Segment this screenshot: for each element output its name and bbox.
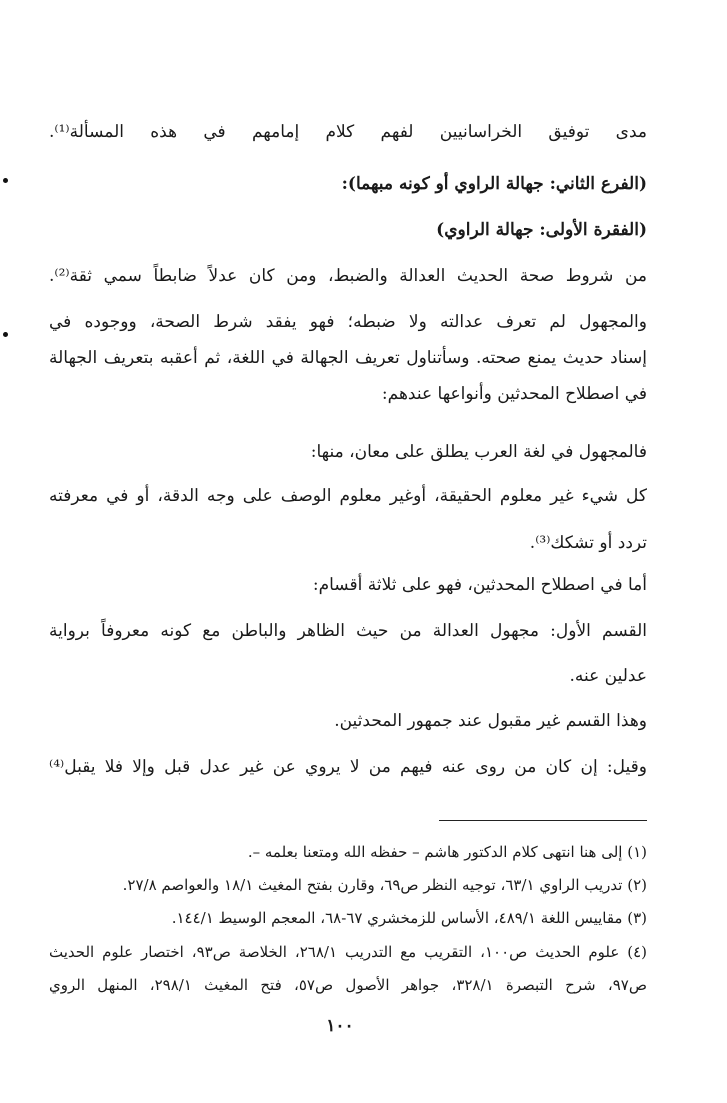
footnote: (٣) مقاييس اللغة ٤٨٩/١، الأساس للزمخشري ٦٧-٦٨، المعجم الوسيط ١٤٤/١. [171, 909, 647, 927]
footnote-separator [439, 820, 647, 821]
paragraph-line: أما في اصطلاح المحدثين، فهو على ثلاثة أقسام: [312, 575, 647, 595]
margin-mark [3, 332, 8, 337]
paragraph-line: القسم الأول: مجهول العدالة من حيث الظاهر والباطن مع كونه معروفاً برواية [49, 621, 647, 641]
paragraph-line: وقيل: إن كان من روى عنه فيهم من لا يروي عن غير عدل قبل وإلا فلا يقبل⁽⁴⁾ [49, 757, 647, 777]
paragraph-line: فالمجهول في لغة العرب يطلق على معان، منها: [310, 442, 647, 462]
paragraph-line: كل شيء غير معلوم الحقيقة، أوغير معلوم الوصف على وجه الدقة، أو في معرفته [49, 486, 647, 506]
paragraph-line: تردد أو تشكك⁽³⁾. [529, 533, 647, 553]
paragraph-line: من شروط صحة الحديث العدالة والضبط، ومن كان عدلاً ضابطاً سمي ثقة⁽²⁾. [49, 266, 647, 286]
footnote: (٤) علوم الحديث ص١٠٠، التقريب مع التدريب ٢٦٨/١، الخلاصة ص٩٣، اختصار علوم الحديث [49, 943, 647, 961]
footnote: ص٩٧، شرح التبصرة ٣٢٨/١، جواهر الأصول ص٥٧، فتح المغيث ٢٩٨/١، المنهل الروي [49, 976, 648, 994]
paragraph-line: عدلين عنه. [569, 666, 647, 686]
paragraph-line: إسناد حديث يمنع صحته. وسأتناول تعريف الجهالة في اللغة، ثم أعقبه بتعريف الجهالة [49, 348, 647, 368]
section-heading: (الفرع الثاني: جهالة الراوي أو كونه مبهما): [341, 174, 647, 194]
paragraph-line: في اصطلاح المحدثين وأنواعها عندهم: [381, 384, 647, 404]
margin-mark [3, 178, 8, 183]
paragraph-line: وهذا القسم غير مقبول عند جمهور المحدثين. [334, 711, 647, 731]
footnote: (٢) تدريب الراوي ٦٣/١، توجيه النظر ص٦٩، وقارن بفتح المغيث ١٨/١ والعواصم ٢٧/٨. [122, 876, 647, 894]
footnote: (١) إلى هنا انتهى كلام الدكتور هاشم – حفظه الله ومتعنا بعلمه –. [247, 843, 647, 861]
paragraph-line: والمجهول لم تعرف عدالته ولا ضبطه؛ فهو يفقد شرط الصحة، ووجوده في [49, 312, 647, 332]
subsection-heading: (الفقرة الأولى: جهالة الراوي) [436, 220, 647, 240]
paragraph-line: مدى توفيق الخراسانيين لفهم كلام إمامهم في هذه المسألة⁽¹⁾. [49, 122, 647, 142]
page-number: ١٠٠ [326, 1016, 354, 1036]
